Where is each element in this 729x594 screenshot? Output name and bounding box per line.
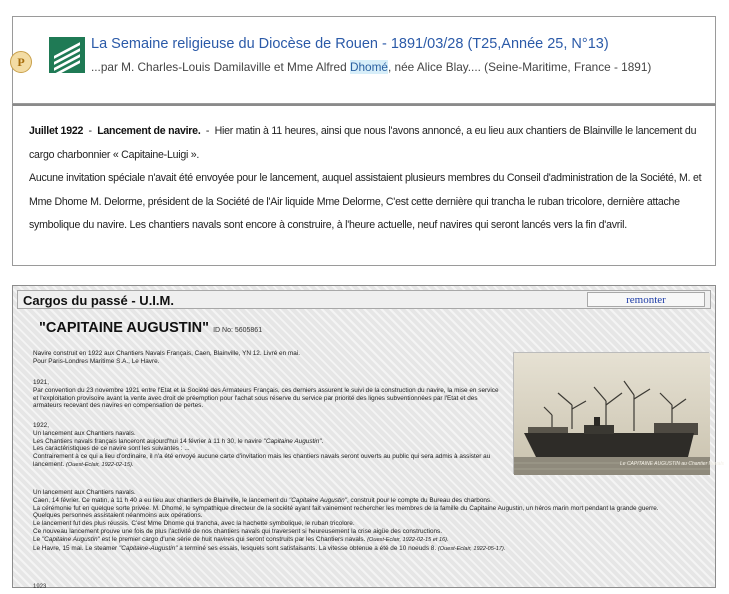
excerpt-paragraph-2: Aucune invitation spéciale n'avait été envoyée pour le lancement, auquel assistaient plusieurs membres du Conseil d'administration de la Société, M. et Mme Dhome M. Delorme, président de la Société de l'Air liquide Mme Delorme, C'est cette dernière qui trancha le ruban tricolore, dernière attache symbolique du navire. Les chantiers navals sont encore à construire, à l'heure actuelle, neuf navires qui seront lancés vers la fin d'avril. <box>29 172 702 232</box>
year-1922: 1922, <box>33 422 49 429</box>
search-result-snippet: ...par M. Charles-Louis Damilaville et Mme Alfred Dhomé, née Alice Blay.... (Seine-Maritime, France - 1891) <box>91 60 652 74</box>
section-1922: 1922, Un lancement aux Chantiers navals. Les Chantiers navals français lanceront aujourd'hui 14 février à 11 h 30, le navire "Capitaine Augustin". Les caractéristiques de ce navire sont les suivantes : ... Contrairement à ce qui a lieu d'ordinaire, il n'a été envoyé aucune carte d'invitation mais les chantiers navals seront ouverts au public qui sera admis à assister au lancement. (Ouest-Eclair, 1922-02-15). <box>33 422 505 470</box>
excerpt-date: Juillet 1922 <box>29 125 84 137</box>
cargo-ship-image <box>514 353 710 475</box>
excerpt-paragraph-1: Juillet 1922 - Lancement de navire. - Hier matin à 11 heures, ainsi que nous l'avons annoncé, a eu lieu aux chantiers de Blainville le lancement du cargo charbonnier « Capitaine-Luigi ». <box>29 125 697 161</box>
newspaper-excerpt <box>12 104 716 266</box>
page-header <box>17 290 711 309</box>
ship-photo <box>513 352 724 474</box>
cargos-page <box>12 285 724 590</box>
seal-icon: P <box>10 51 32 73</box>
year-1921: 1921, <box>33 379 49 386</box>
search-highlight: Dhomé <box>349 60 388 74</box>
section-1921: 1921, Par convention du 23 novembre 1921 entre l'Etat et la Société des Armateurs Français, ces derniers assurent le suivi de la construction du navire, la mise en service et l'exploitation provisoire avant la vente avec droit de préemption pour l'achat sous réserve du service par priorité des lignes subventionnées par l'Etat et des armateurs recevant des navires en compensation de pertes. <box>33 379 505 410</box>
ship-intro: Navire construit en 1922 aux Chantiers Navals Français, Caen, Blainville, YN 12. Livré en mai. Pour Paris-Londres Maritime S.A., Le Havre. <box>33 350 300 365</box>
ship-title: "CAPITAINE AUGUSTIN" ID No: 5605861 <box>39 320 263 336</box>
ship-id: ID No: 5605861 <box>213 327 263 334</box>
excerpt-heading: Lancement de navire. <box>97 125 201 137</box>
section-launch: Un lancement aux Chantiers navals. Caen, 14 février. Ce matin, à 11 h 40 a eu lieu aux chantiers de Blainville, le lancement du "Capitaine Augustin", construit pour le compte du Bureau des charbons. La cérémonie fut en quelque sorte privée. M. Dhomé, le sympathique directeur de la société ayant fait vainement rechercher les membres de la famille du Capitaine Augustin, un héros marin mort pendant la grande guerre. Quelques personnes assistaient néanmoins aux opérations. Le lancement fut des plus réussis. C'est Mme Dhome qui trancha, avec la hachette symbolique, le ruban tricolore. Ce nouveau lancement prouve une fois de plus l'activité de nos chantiers navals qui traversent si heureusement la crise aigüe des constructions. Le "Capitaine Augustin" est le premier cargo d'une série de huit navires qui seront construits par les Chantiers navals. (Ouest-Eclair, 1922-02-15 et 16). Le Havre, 15 mai. Le steamer "Capitaine-Augustin" a terminé ses essais, lesquels sont satisfaisants. La vitesse obtenue a été de 10 noeuds 8. (Ouest-Eclair, 1922-05-17). <box>33 489 659 552</box>
search-result-title-link[interactable]: La Semaine religieuse du Diocèse de Rouen - 1891/03/28 (T25,Année 25, N°13) <box>91 36 609 52</box>
page-title: Cargos du passé - U.I.M. <box>23 293 174 308</box>
cut-off-text: 1923 <box>33 584 47 590</box>
library-logo-icon <box>49 37 85 73</box>
photo-caption: Le CAPITAINE AUGUSTIN au Chantier Navals <box>620 461 724 467</box>
back-to-top-link[interactable]: remonter <box>587 292 705 307</box>
search-result-card[interactable] <box>12 16 716 104</box>
